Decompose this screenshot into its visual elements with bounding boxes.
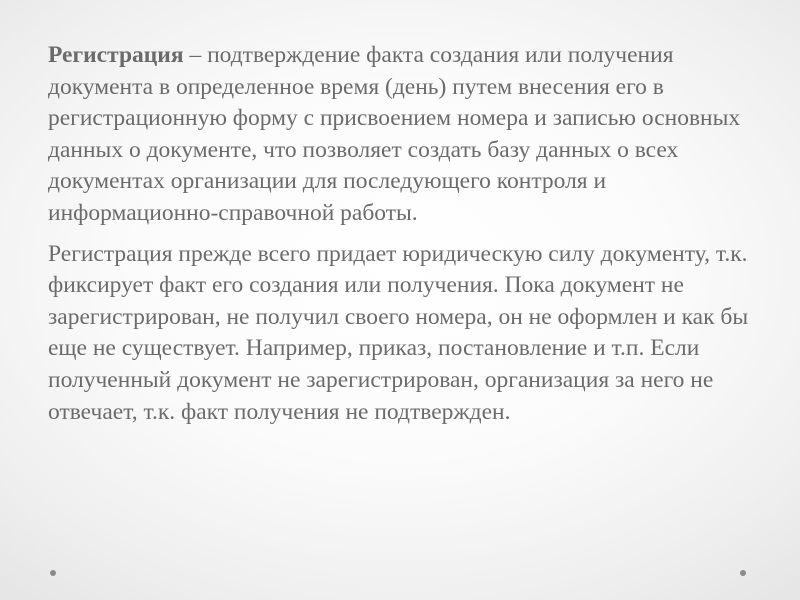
bullet-dot-right	[740, 570, 746, 576]
definition-text: – подтверждение факта создания или получения документа в определенное время (день) путем внесения его в регистрационную форму с присвоением номера и записью основных данных о документе, что позволяет создать базу данных о всех документах организации для последующего контроля и информационно-справочной работы.	[48, 42, 741, 226]
explanation-paragraph: Регистрация прежде всего придает юридическую силу документу, т.к. фиксирует факт его создания или получения. Пока документ не зарегистрирован, не получил своего номера, он не оформлен и как бы еще не существует. Например, приказ, постановление и т.п. Если полученный документ не зарегистрирован, организация за него не отвечает, т.к. факт получения не подтвержден.	[48, 240, 749, 425]
definition-paragraph	[48, 40, 764, 230]
bullet-dot-left	[50, 570, 56, 576]
slide-body	[48, 40, 764, 428]
term-registration: Регистрация	[48, 42, 184, 68]
